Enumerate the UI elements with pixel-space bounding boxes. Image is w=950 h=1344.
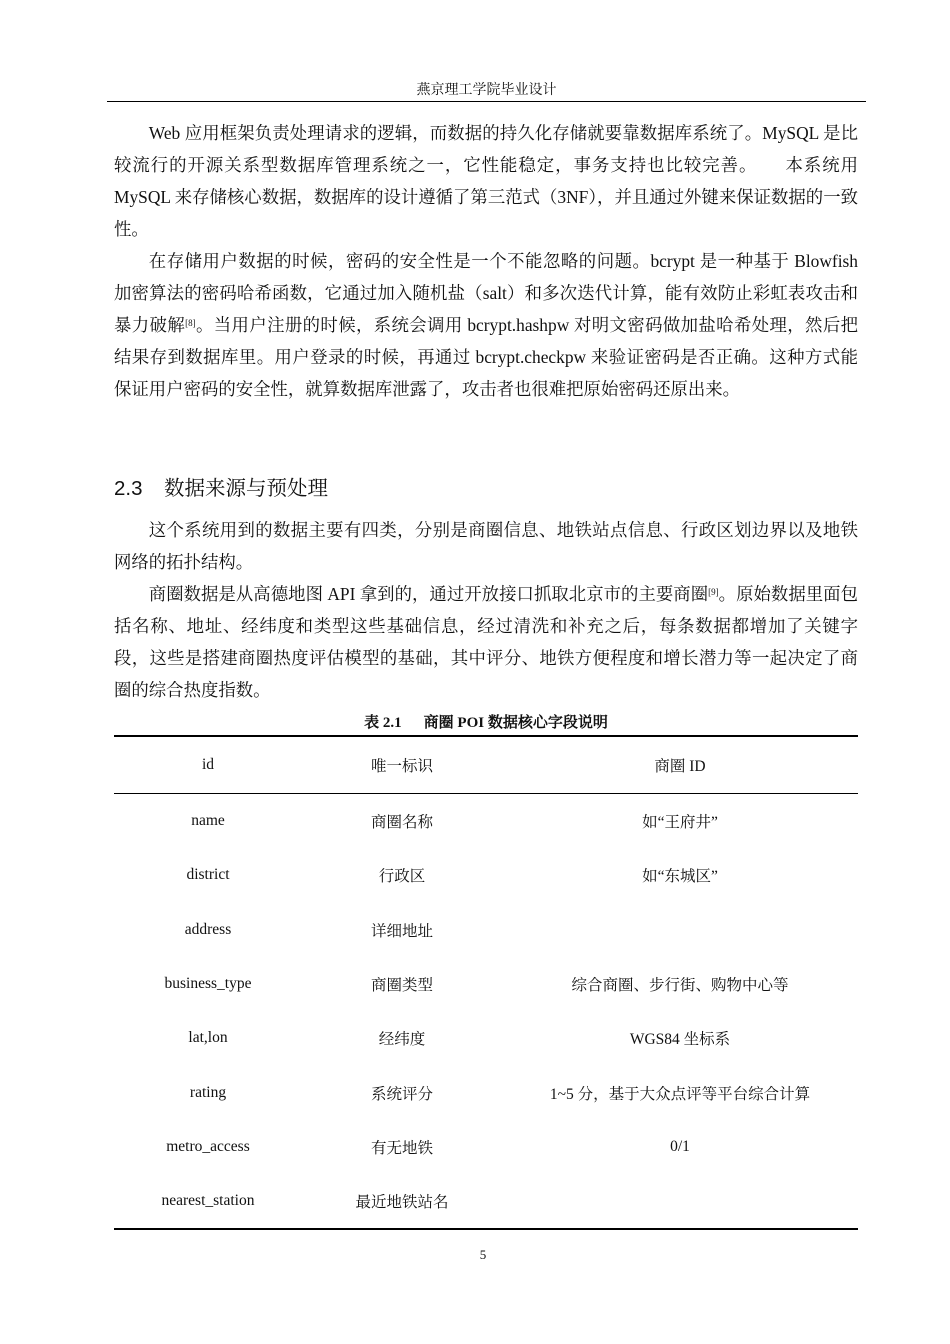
table-caption-text: 商圈 POI 数据核心字段说明 xyxy=(423,715,608,731)
table-cell xyxy=(502,1174,858,1229)
section-title: 数据来源与预处理 xyxy=(164,477,328,500)
table-cell: rating xyxy=(189,1083,227,1101)
section-heading xyxy=(114,475,328,503)
table-cell: 有无地铁 xyxy=(370,1139,433,1157)
table-cell: 系统评分 xyxy=(370,1085,433,1103)
table-row xyxy=(114,1065,858,1119)
section-number: 2.3 xyxy=(114,477,143,500)
paragraph-web-framework: Web 应用框架负责处理请求的逻辑，而数据的持久化存储就要靠数据库系统了。MySQL 是比较流行的开源关系型数据库管理系统之一，它性能稳定，事务支持也比较完善。 本系统用 MySQL 来存储核心数据，数据库的设计遵循了第三范式（3NF），并且通过外键来保证数据的一致性。 xyxy=(114,123,858,239)
table-cell: 唯一标识 xyxy=(302,736,502,794)
page-number: 5 xyxy=(479,1247,487,1262)
table-row xyxy=(114,1011,858,1065)
table-cell: 最近地铁站名 xyxy=(302,1174,502,1229)
table-row xyxy=(114,1174,858,1229)
paragraph-bcrypt: 在存储用户数据的时候，密码的安全性是一个不能忽略的问题。bcrypt 是一种基于 Blowfish 加密算法的密码哈希函数，它通过加入随机盐（salt）和多次迭代计算，能有效防止彩虹表攻击和暴力破解[8]。当用户注册的时候，系统会调用 bcrypt.hashpw 对明文密码做加盐哈希处理，然后把结果存到数据库里。用户登录的时候，再通过 bcrypt.checkpw 来验证密码是否正确。这种方式能保证用户密码的安全性，就算数据库泄露了，攻击者也很难把原始密码还原出来。 xyxy=(114,251,858,399)
table-cell: WGS84 坐标系 xyxy=(629,1031,731,1049)
table-cell: 如“东城区” xyxy=(642,868,718,886)
table-header-row xyxy=(114,736,858,794)
table-cell: 行政区 xyxy=(378,868,426,886)
citation-ref: [9] xyxy=(708,587,719,597)
table-cell: 综合商圈、步行街、购物中心等 xyxy=(571,977,789,995)
paragraph-data-types: 这个系统用到的数据主要有四类，分别是商圈信息、地铁站点信息、行政区划边界以及地铁网络的拓扑结构。 xyxy=(114,520,858,572)
table-row xyxy=(114,1120,858,1174)
paragraph-poi-source: 商圈数据是从高德地图 API 拿到的，通过开放接口抓取北京市的主要商圈[9]。原始数据里面包括名称、地址、经纬度和类型这些基础信息，经过清洗和补充之后，每条数据都增加了关键字段，这些是搭建商圈热度评估模型的基础，其中评分、地铁方便程度和增长潜力等一起决定了商圈的综合热度指数。 xyxy=(114,584,858,700)
table-cell: 商圈类型 xyxy=(370,977,433,995)
citation-ref: [8] xyxy=(185,318,196,328)
table-cell: district xyxy=(186,866,230,884)
table-cell: 0/1 xyxy=(670,1137,690,1155)
table-cell xyxy=(502,903,858,957)
page-header: 燕京理工学院毕业设计 xyxy=(416,83,557,98)
table-cell: name xyxy=(191,812,225,830)
table-cell: 经纬度 xyxy=(378,1031,426,1049)
table-cell: lat,lon xyxy=(188,1029,228,1047)
table-caption-label: 表 2.1 xyxy=(364,715,402,731)
table-cell: 如“王府井” xyxy=(642,814,718,832)
body-text-bottom xyxy=(114,514,858,706)
table-row xyxy=(114,903,858,957)
table-cell: 1~5 分，基于大众点评等平台综合计算 xyxy=(549,1085,811,1103)
table-row xyxy=(114,957,858,1011)
table-cell: 商圈 ID xyxy=(502,736,858,794)
table-cell: 详细地址 xyxy=(370,922,433,940)
table-cell: id xyxy=(114,736,302,794)
body-text-top xyxy=(114,117,858,405)
table-cell: 商圈名称 xyxy=(370,814,433,832)
table-caption xyxy=(114,711,858,735)
table-cell: business_type xyxy=(164,975,252,993)
table-cell: address xyxy=(184,920,232,938)
table-row xyxy=(114,848,858,902)
table-cell: nearest_station xyxy=(114,1174,302,1229)
poi-field-table xyxy=(114,735,858,1230)
table-row xyxy=(114,794,858,849)
table-cell: metro_access xyxy=(166,1137,250,1155)
header-rule xyxy=(107,101,866,102)
